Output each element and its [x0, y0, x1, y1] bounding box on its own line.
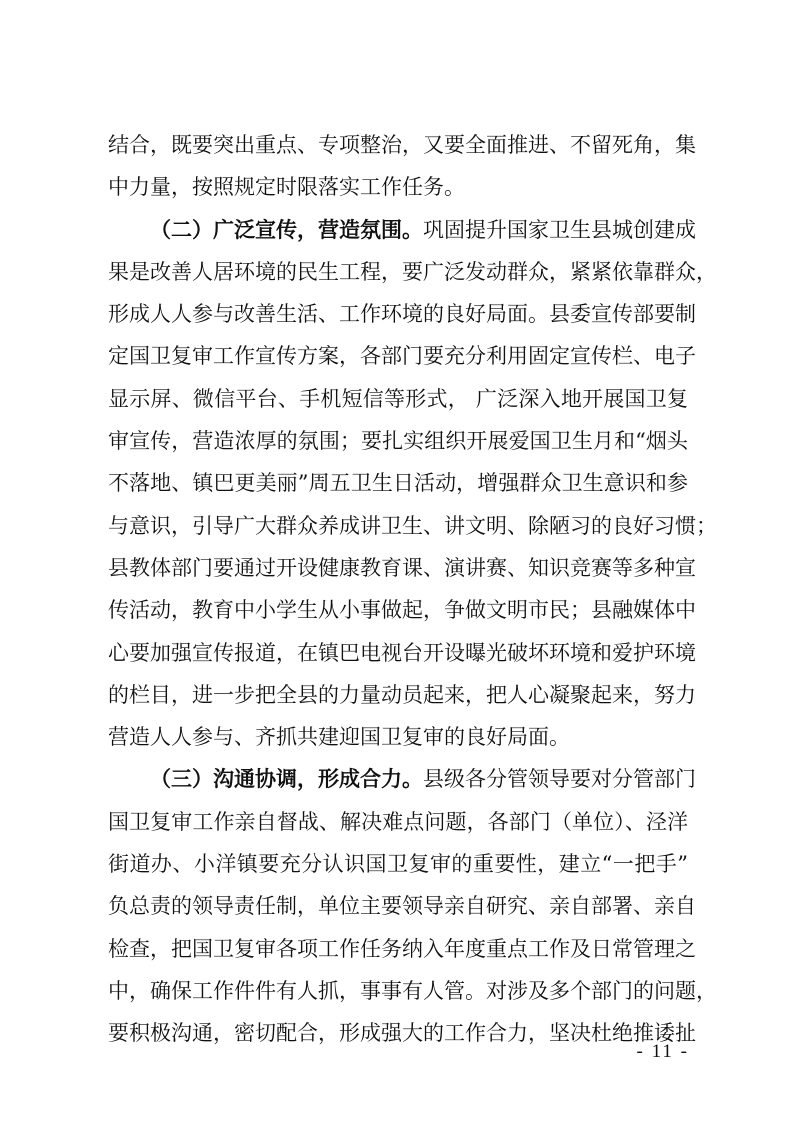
- section-heading: （二）广泛宣传，营造氛围。: [150, 216, 423, 242]
- text-line: [108, 1012, 696, 1054]
- line-text: 要积极沟通，密切配合，形成强大的工作合力，坚决杜绝推诿扯: [108, 1021, 696, 1046]
- text-line: [108, 251, 717, 293]
- line-text: 形成人人参与改善生活、工作环境的良好局面。县委宣传部要制: [108, 302, 696, 327]
- text-line: [108, 632, 696, 674]
- text-line: [108, 293, 696, 335]
- text-line: [108, 970, 717, 1012]
- text-line: [108, 166, 688, 208]
- text-line: [108, 674, 696, 716]
- text-line: [108, 335, 696, 377]
- line-text: 检查，把国卫复审各项工作任务纳入年度重点工作及日常管理之: [108, 936, 696, 961]
- line-text: 定国卫复审工作宣传方案，各部门要充分利用固定宣传栏、电子: [108, 344, 696, 369]
- line-text: 街道办、小洋镇要充分认识国卫复审的重要性，建立“一把手”: [108, 852, 688, 877]
- line-text: 的栏目，进一步把全县的力量动员起来，把人心凝聚起来，努力: [108, 682, 696, 707]
- text-line: [108, 209, 696, 251]
- text-line: [108, 928, 696, 970]
- line-text: 中，确保工作件件有人抓，事事有人管。对涉及多个部门的问题，: [108, 978, 717, 1003]
- line-text: 中力量，按照规定时限落实工作任务。: [108, 175, 465, 200]
- body-text: [108, 124, 717, 1055]
- line-text: 负总责的领导责任制，单位主要领导亲自研究、亲自部署、亲自: [108, 894, 696, 919]
- line-text: 国卫复审工作亲自督战、解决难点问题，各部门（单位）、泾洋: [108, 809, 688, 834]
- line-text: 巩固提升国家卫生县城创建成: [423, 217, 696, 242]
- text-line: [108, 758, 696, 800]
- text-line: [108, 505, 717, 547]
- line-text: 传活动，教育中小学生从小事做起，争做文明市民；县融媒体中: [108, 598, 696, 623]
- line-text: 心要加强宣传报道，在镇巴电视台开设曝光破坏环境和爱护环境: [108, 640, 696, 665]
- line-text: 显示屏、微信平台、手机短信等形式， 广泛深入地开展国卫复: [108, 386, 688, 411]
- line-text: 县级各分管领导要对分管部门: [423, 767, 696, 792]
- text-line: [108, 589, 696, 631]
- text-line: [108, 462, 688, 504]
- text-line: [108, 378, 688, 420]
- line-text: 与意识，引导广大群众养成讲卫生、讲文明、除陋习的良好习惯；: [108, 513, 717, 538]
- line-text: 果是改善人居环境的民生工程，要广泛发动群众，紧紧依靠群众，: [108, 259, 717, 284]
- line-text: 县教体部门要通过开设健康教育课、演讲赛、知识竞赛等多种宣: [108, 555, 696, 580]
- text-line: [108, 420, 688, 462]
- line-text: 审宣传，营造浓厚的氛围；要扎实组织开展爱国卫生月和“烟头: [108, 429, 688, 454]
- line-text: 不落地、镇巴更美丽”周五卫生日活动，增强群众卫生意识和参: [108, 471, 688, 496]
- text-line: [108, 124, 696, 166]
- text-line: [108, 716, 688, 758]
- text-line: [108, 885, 696, 927]
- line-text: 结合，既要突出重点、专项整治，又要全面推进、不留死角，集: [108, 133, 696, 157]
- line-text: 营造人人参与、齐抓共建迎国卫复审的良好局面。: [108, 725, 570, 750]
- page-number: - 11 -: [636, 1041, 689, 1062]
- text-line: [108, 547, 696, 589]
- section-heading: （三）沟通协调，形成合力。: [150, 766, 423, 792]
- text-line: [108, 801, 688, 843]
- text-line: [108, 843, 688, 885]
